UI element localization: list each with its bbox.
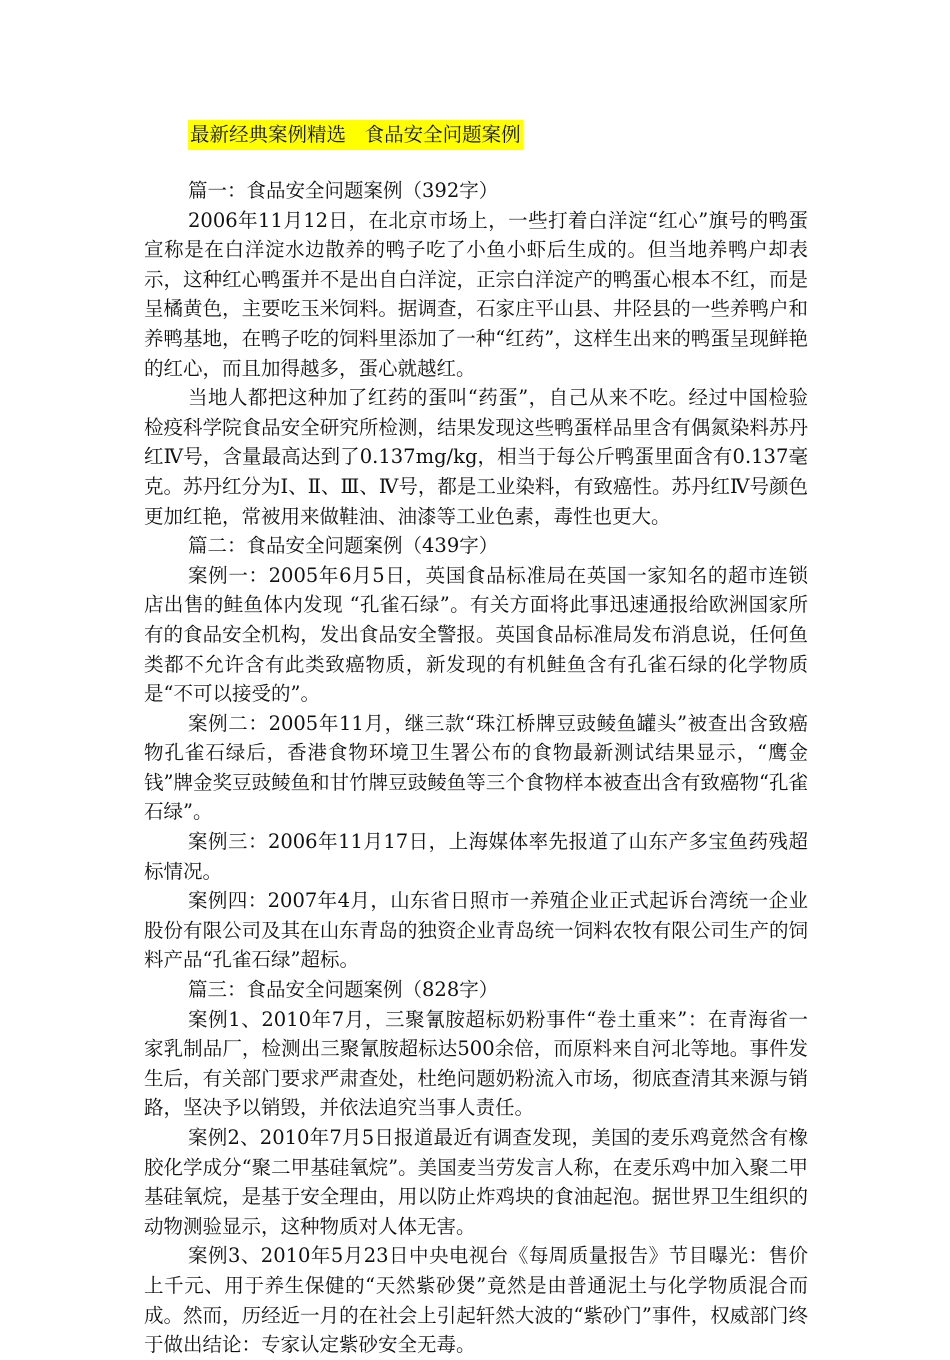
paragraph: 案例二：2005年11月，继三款“珠江桥牌豆豉鲮鱼罐头”被查出含致癌物孔雀石绿后，香港食物环境卫生署公布的食物最新测试结果显示，“鹰金钱”牌金奖豆豉鲮鱼和甘竹牌豆豉鲮鱼等三个食物样本被查出含有致癌物“孔雀石绿”。 <box>144 711 808 824</box>
paragraph: 案例1、2010年7月，三聚氰胺超标奶粉事件“卷土重来”：在青海省一家乳制品厂，检测出三聚氰胺超标达500余倍，而原料来自河北等地。事件发生后，有关部门要求严肃查处，杜绝问题奶粉流入市场，彻底查清其来源与销路，坚决予以销毁，并依法追究当事人责任。 <box>144 1007 808 1120</box>
section-heading-2: 篇二：食品安全问题案例（439字） <box>188 534 499 558</box>
paragraph: 案例四：2007年4月，山东省日照市一养殖企业正式起诉台湾统一企业股份有限公司及其在山东青岛的独资企业青岛统一饲料农牧有限公司生产的饲料产品“孔雀石绿”超标。 <box>144 889 808 972</box>
section-heading-3: 篇三：食品安全问题案例（828字） <box>188 978 499 1002</box>
paragraph: 案例3、2010年5月23日中央电视台《每周质量报告》节目曝光：售价上千元、用于养生保健的“天然紫砂煲”竟然是由普通泥土与化学物质混合而成。然而，历经近一月的在社会上引起轩然大波的“紫砂门”事件，权威部门终于做出结论：专家认定紫砂安全无毒。 <box>144 1244 808 1357</box>
paragraph: 当地人都把这种加了红药的蛋叫“药蛋”，自己从来不吃。经过中国检验检疫科学院食品安全研究所检测，结果发现这些鸭蛋样品里含有偶氮染料苏丹红Ⅳ号，含量最高达到了0.137mg/kg，相当于每公斤鸭蛋里面含有0.137毫克。苏丹红分为Ⅰ、Ⅱ、Ⅲ、Ⅳ号，都是工业染料，有致癌性。苏丹红Ⅳ号颜色更加红艳，常被用来做鞋油、油漆等工业色素，毒性也更大。 <box>144 386 808 528</box>
document-body <box>144 120 808 1360</box>
document-title: 最新经典案例精选 食品安全问题案例 <box>188 120 523 150</box>
paragraph: 案例2、2010年7月5日报道最近有调查发现，美国的麦乐鸡竟然含有橡胶化学成分“聚二甲基硅氧烷”。美国麦当劳发言人称，在麦乐鸡中加入聚二甲基硅氧烷，是基于安全理由，用以防止炸鸡块的食油起泡。据世界卫生组织的动物测验显示，这种物质对人体无害。 <box>144 1126 808 1238</box>
paragraph: 案例三：2006年11月17日，上海媒体率先报道了山东产多宝鱼药残超标情况。 <box>144 830 808 883</box>
paragraph: 2006年11月12日，在北京市场上，一些打着白洋淀“红心”旗号的鸭蛋宣称是在白洋淀水边散养的鸭子吃了小鱼小虾后生成的。但当地养鸭户却表示，这种红心鸭蛋并不是出自白洋淀，正宗白洋淀产的鸭蛋心根本不红，而是呈橘黄色，主要吃玉米饲料。据调查，石家庄平山县、井陉县的一些养鸭户和养鸭基地，在鸭子吃的饲料里添加了一种“红药”，这样生出来的鸭蛋呈现鲜艳的红心，而且加得越多，蛋心就越红。 <box>144 208 808 380</box>
paragraph: 案例一：2005年6月5日，英国食品标准局在英国一家知名的超市连锁店出售的鲑鱼体内发现 “孔雀石绿”。有关方面将此事迅速通报给欧洲国家所有的食品安全机构，发出食品安全警报。英国食品标准局发布消息说，任何鱼类都不允许含有此类致癌物质，新发现的有机鲑鱼含有孔雀石绿的化学物质是“不可以接受的”。 <box>144 563 808 706</box>
title-line <box>188 120 808 150</box>
section-heading-1: 篇一：食品安全问题案例（392字） <box>188 179 499 202</box>
